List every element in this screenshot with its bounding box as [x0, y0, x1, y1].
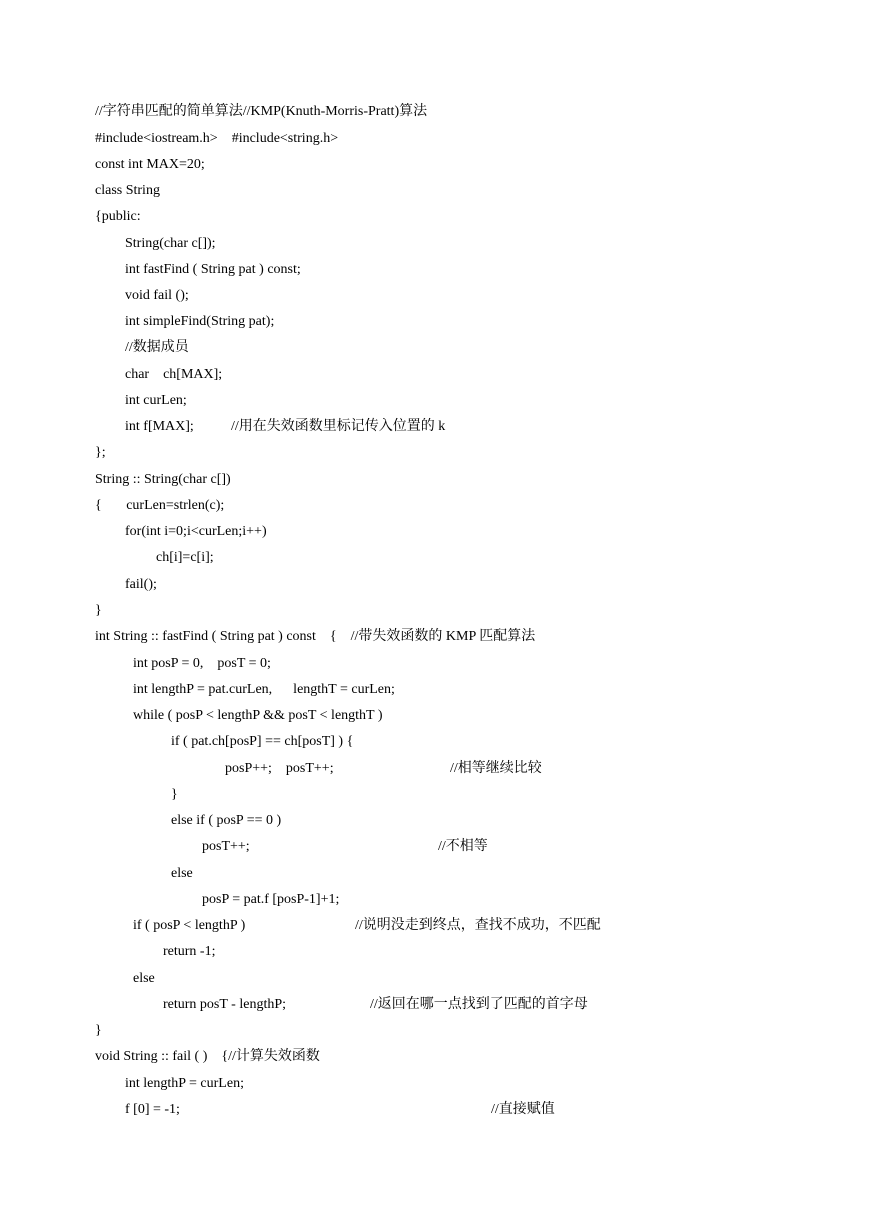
code-line: else: [133, 971, 155, 986]
code-line: posP = pat.f [posP-1]+1;: [202, 892, 340, 907]
code-line: int lengthP = pat.curLen, lengthT = curLen;: [133, 682, 395, 697]
code-line: }: [95, 1023, 102, 1038]
code-line: //数据成员: [125, 340, 189, 355]
code-line: }: [171, 787, 178, 802]
code-line: #include<iostream.h> #include<string.h>: [95, 131, 339, 146]
code-line: fail();: [125, 577, 157, 592]
code-line: {public:: [95, 209, 141, 224]
code-line: else: [171, 866, 193, 881]
code-line: //字符串匹配的简单算法//KMP(Knuth-Morris-Pratt)算法: [95, 104, 428, 119]
code-line: return posT - lengthP;: [163, 997, 287, 1012]
code-line: int curLen;: [125, 393, 187, 408]
code-line: int String :: fastFind ( String pat ) const { //带失效函数的 KMP 匹配算法: [95, 629, 536, 644]
code-line: int lengthP = curLen;: [125, 1076, 244, 1091]
code-line: while ( posP < lengthP && posT < lengthT ): [133, 708, 383, 723]
code-line: int posP = 0, posT = 0;: [133, 656, 271, 671]
code-line: class String: [95, 183, 160, 198]
code-comment: //相等继续比较: [450, 761, 542, 776]
code-line: else if ( posP == 0 ): [171, 813, 282, 828]
code-line: if ( posP < lengthP ): [133, 918, 246, 933]
code-line: int simpleFind(String pat);: [125, 314, 275, 329]
code-line: int fastFind ( String pat ) const;: [125, 262, 301, 277]
code-line: f [0] = -1;: [125, 1102, 180, 1117]
code-line: String(char c[]);: [125, 236, 216, 251]
code-line: void fail ();: [125, 288, 189, 303]
code-line: const int MAX=20;: [95, 157, 205, 172]
code-line: posT++;: [202, 839, 250, 854]
code-comment: //返回在哪一点找到了匹配的首字母: [370, 997, 588, 1012]
code-line: return -1;: [163, 944, 216, 959]
code-line: if ( pat.ch[posP] == ch[posT] ) {: [171, 734, 354, 749]
code-line: { curLen=strlen(c);: [95, 498, 225, 513]
code-line: int f[MAX];: [125, 419, 194, 434]
code-comment: //不相等: [438, 839, 488, 854]
code-comment: //说明没走到终点，查找不成功，不匹配: [355, 918, 601, 933]
code-line: };: [95, 445, 106, 460]
code-line: char ch[MAX];: [125, 367, 223, 382]
code-line: void String :: fail ( ) {//计算失效函数: [95, 1049, 320, 1064]
code-line: String :: String(char c[]): [95, 472, 231, 487]
code-comment: //用在失效函数里标记传入位置的 k: [231, 419, 446, 434]
code-line: ch[i]=c[i];: [156, 550, 214, 565]
code-comment: //直接赋值: [491, 1102, 555, 1117]
code-line: for(int i=0;i<curLen;i++): [125, 524, 267, 539]
code-line: }: [95, 603, 102, 618]
code-line: posP++; posT++;: [225, 761, 334, 776]
